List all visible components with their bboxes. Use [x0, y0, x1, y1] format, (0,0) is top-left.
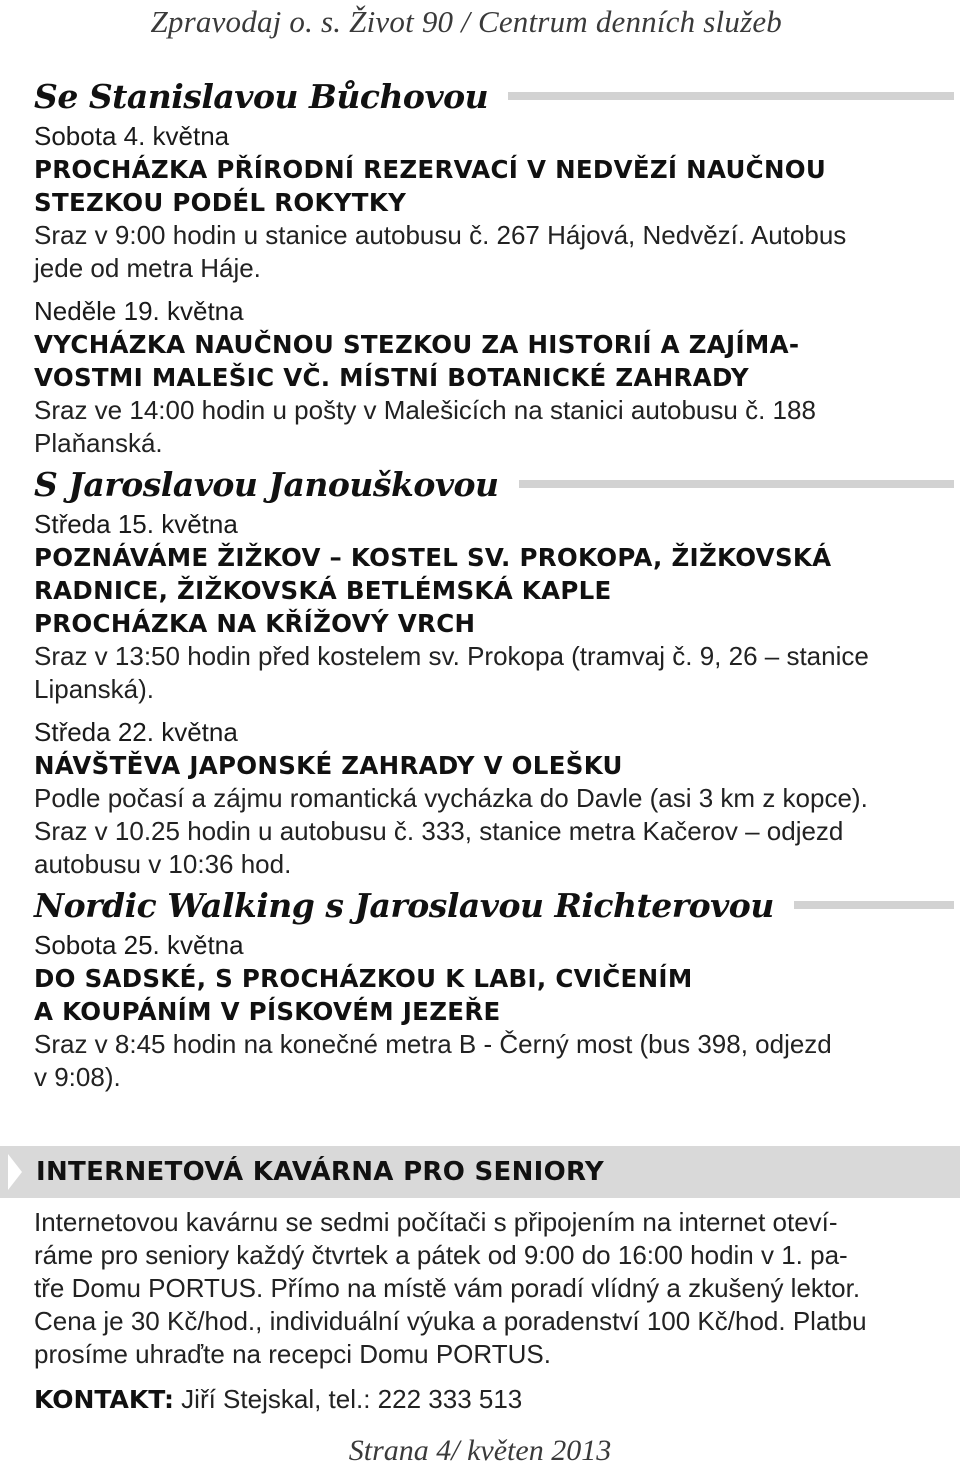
section-title: Se Stanislavou Bůchovou — [34, 76, 489, 116]
internet-cafe-text: Cena je 30 Kč/hod., individuální výuka a poradenství 100 Kč/hod. Platbu — [34, 1306, 867, 1336]
contact-value: Jiří Stejskal, tel.: 222 333 513 — [173, 1384, 523, 1414]
event-description: Podle počasí a zájmu romantická vycházka do Davle (asi 3 km z kopce). — [34, 783, 868, 813]
section-heading-janouskova — [34, 460, 960, 508]
event-date: Sobota 25. května — [34, 930, 244, 960]
internet-cafe-text: ráme pro seniory každý čtvrtek a pátek od 9:00 do 16:00 hodin v 1. pa- — [34, 1240, 848, 1270]
event-description: jede od metra Háje. — [34, 253, 261, 283]
event-description: autobusu v 10:36 hod. — [34, 849, 292, 879]
event-title: RADNICE, ŽIŽKOVSKÁ BETLÉMSKÁ KAPLE — [34, 576, 612, 605]
contact-line — [34, 1383, 954, 1416]
event-title: VYCHÁZKA NAUČNOU STEZKOU ZA HISTORIÍ A ZAJÍMA- — [34, 330, 800, 359]
event-description: Sraz v 13:50 hodin před kostelem sv. Prokopa (tramvaj č. 9, 26 – stanice — [34, 641, 869, 671]
internet-cafe-text: tře Domu PORTUS. Přímo na místě vám poradí vlídný a zkušený lektor. — [34, 1273, 861, 1303]
newsletter-header: Zpravodaj o. s. Život 90 / Centrum denních služeb — [150, 4, 782, 39]
section-heading-richterova — [34, 881, 960, 929]
event-description: v 9:08). — [34, 1062, 121, 1092]
event-description: Sraz v 9:00 hodin u stanice autobusu č. 267 Hájová, Nedvězí. Autobus — [34, 220, 847, 250]
event-title: PROCHÁZKA PŘÍRODNÍ REZERVACÍ V NEDVĚZÍ NAUČNOU — [34, 155, 827, 184]
event-title: POZNÁVÁME ŽIŽKOV – KOSTEL SV. PROKOPA, ŽIŽKOVSKÁ — [34, 543, 832, 572]
event-date: Středa 22. května — [34, 717, 238, 747]
events-list — [34, 72, 960, 1094]
heading-rule — [794, 901, 954, 909]
section-heading-buchova — [34, 72, 960, 120]
event-item — [34, 120, 960, 285]
event-description: Sraz v 10.25 hodin u autobusu č. 333, stanice metra Kačerov – odjezd — [34, 816, 844, 846]
event-description: Sraz ve 14:00 hodin u pošty v Malešicích na stanici autobusu č. 188 — [34, 395, 816, 425]
event-date: Středa 15. května — [34, 509, 238, 539]
event-title: DO SADSKÉ, S PROCHÁZKOU K LABI, CVIČENÍM — [34, 964, 693, 993]
event-title: PROCHÁZKA NA KŘÍŽOVÝ VRCH — [34, 609, 476, 638]
section-title: S Jaroslavou Janouškovou — [34, 464, 499, 504]
event-date: Sobota 4. května — [34, 121, 230, 151]
event-description: Sraz v 8:45 hodin na konečné metra B - Černý most (bus 398, odjezd — [34, 1029, 832, 1059]
event-item — [34, 295, 960, 460]
event-title: NÁVŠTĚVA JAPONSKÉ ZAHRADY V OLEŠKU — [34, 751, 623, 780]
section-title: Nordic Walking s Jaroslavou Richterovou — [34, 885, 774, 925]
event-description: Lipanská). — [34, 674, 154, 704]
internet-cafe-text: prosíme uhraďte na recepci Domu PORTUS. — [34, 1339, 551, 1369]
internet-cafe-banner — [0, 1146, 960, 1198]
event-title: STEZKOU PODÉL ROKYTKY — [34, 188, 407, 217]
heading-rule — [519, 480, 954, 488]
event-item — [34, 929, 960, 1094]
internet-cafe-body — [34, 1206, 954, 1416]
event-title: A KOUPÁNÍM V PÍSKOVÉM JEZEŘE — [34, 997, 501, 1026]
heading-rule — [508, 92, 954, 100]
internet-cafe-text: Internetovou kavárnu se sedmi počítači s připojením na internet oteví- — [34, 1207, 838, 1237]
event-date: Neděle 19. května — [34, 296, 244, 326]
page-footer: Strana 4/ květen 2013 — [348, 1434, 612, 1467]
contact-label: KONTAKT: — [34, 1385, 174, 1414]
event-title: VOSTMI MALEŠIC VČ. MÍSTNÍ BOTANICKÉ ZAHRADY — [34, 363, 749, 392]
event-description: Plaňanská. — [34, 428, 163, 458]
event-item — [34, 508, 960, 706]
internet-cafe-title: INTERNETOVÁ KAVÁRNA PRO SENIORY — [36, 1157, 605, 1187]
event-item — [34, 716, 960, 881]
arrow-right-icon — [8, 1154, 22, 1190]
